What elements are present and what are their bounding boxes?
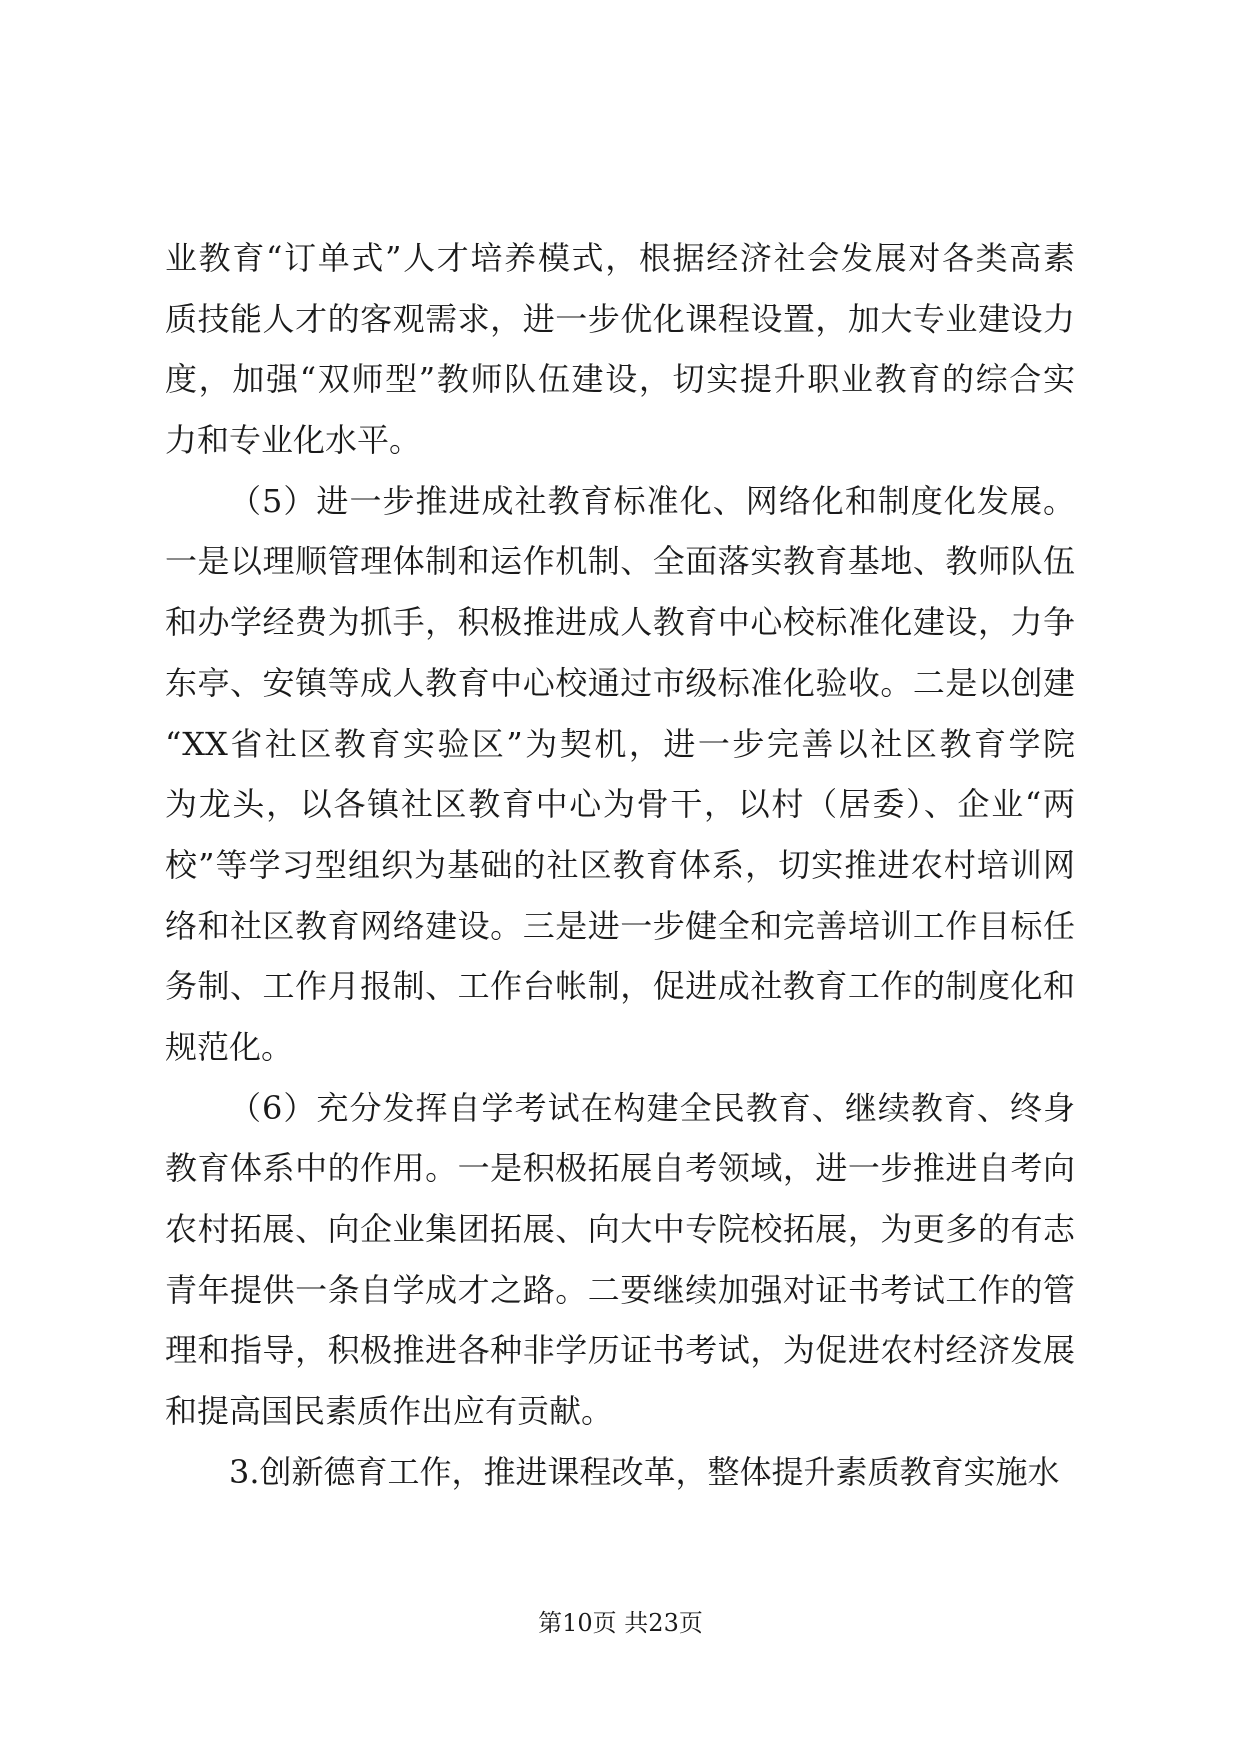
text-line: 教育体系中的作用。一是积极拓展自考领域，进一步推进自考向	[165, 1149, 1075, 1188]
text-line: 质技能人才的客观需求，进一步优化课程设置，加大专业建设力	[165, 299, 1075, 338]
document-body	[165, 228, 1075, 1502]
text-line: 农村拓展、向企业集团拓展、向大中专院校拓展，为更多的有志	[165, 1210, 1075, 1248]
text-line: 一是以理顺管理体制和运作机制、全面落实教育基地、教师队伍	[165, 542, 1075, 581]
paragraph-1	[165, 228, 1075, 471]
text-line: 度，加强“双师型”教师队伍建设，切实提升职业教育的综合实	[165, 360, 1075, 399]
text-line: 东亭、安镇等成人教育中心校通过市级标准化验收。二是以创建	[165, 663, 1075, 702]
text-line: 络和社区教育网络建设。三是进一步健全和完善培训工作目标任	[165, 906, 1075, 945]
paragraph-4	[165, 1442, 1075, 1503]
page-number-footer: 第10页 共23页	[538, 1609, 703, 1637]
text-line: （6）充分发挥自学考试在构建全民教育、继续教育、终身	[229, 1088, 1075, 1127]
text-line: 校”等学习型组织为基础的社区教育体系，切实推进农村培训网	[165, 845, 1075, 884]
text-line: 业教育“订单式”人才培养模式，根据经济社会发展对各类高素	[165, 239, 1075, 277]
text-line: 3.创新德育工作，推进课程改革，整体提升素质教育实施水	[229, 1452, 1060, 1491]
text-line: 和提高国民素质作出应有贡献。	[165, 1392, 614, 1431]
text-line: 青年提供一条自学成才之路。二要继续加强对证书考试工作的管	[165, 1270, 1075, 1309]
text-line: 理和指导，积极推进各种非学历证书考试，为促进农村经济发展	[165, 1331, 1075, 1370]
paragraph-2	[165, 471, 1075, 1078]
text-line: 力和专业化水平。	[165, 421, 422, 460]
text-line: 务制、工作月报制、工作台帐制，促进成社教育工作的制度化和	[165, 967, 1075, 1006]
paragraph-3	[165, 1078, 1075, 1442]
text-line: “XX省社区教育实验区”为契机，进一步完善以社区教育学院	[165, 724, 1075, 763]
text-line: 为龙头，以各镇社区教育中心为骨干，以村（居委）、企业“两	[165, 785, 1075, 824]
text-line: （5）进一步推进成社教育标准化、网络化和制度化发展。	[229, 481, 1075, 520]
text-line: 和办学经费为抓手，积极推进成人教育中心校标准化建设，力争	[165, 603, 1075, 642]
text-line: 规范化。	[165, 1027, 294, 1066]
